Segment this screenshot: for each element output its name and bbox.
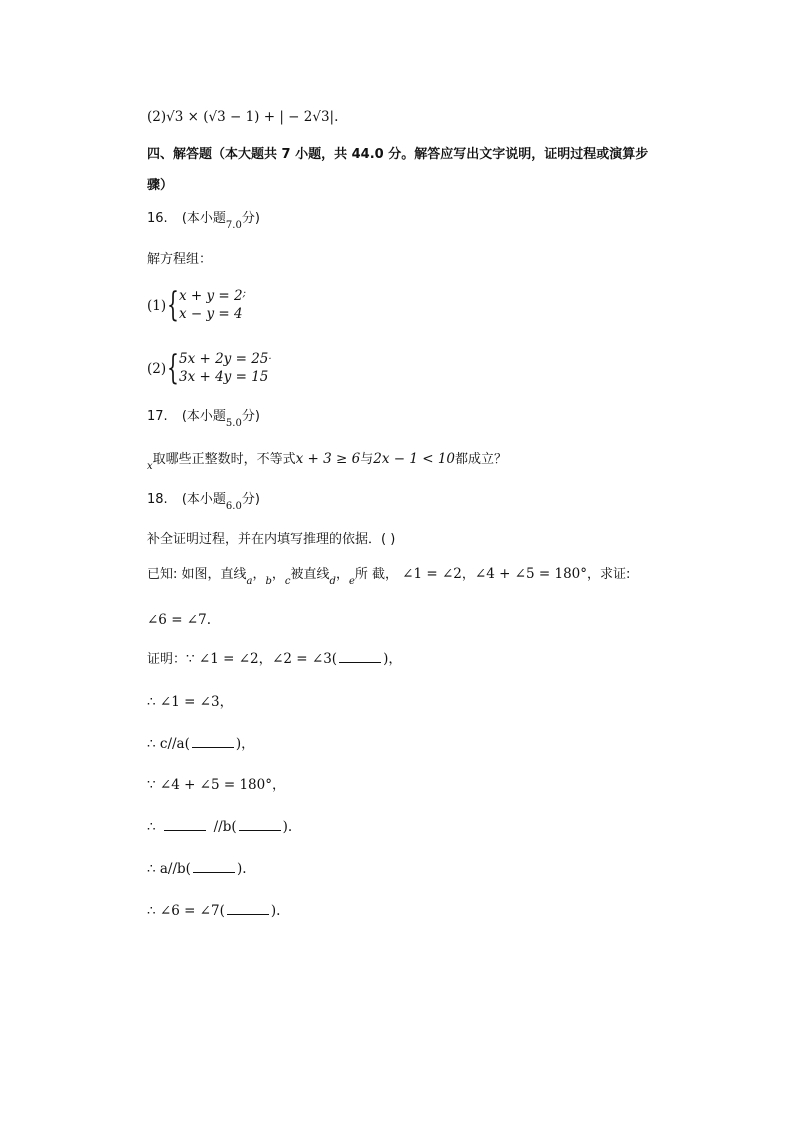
q16-part2-eq1: 5x + 2y = 25. bbox=[179, 351, 272, 367]
condition-2: ∠4 + ∠5 = 180° bbox=[474, 566, 587, 582]
q17-text3: 都成立？ bbox=[455, 452, 508, 467]
q18-score-close: 分) bbox=[241, 492, 260, 507]
q17-score-open: (本小题 bbox=[181, 409, 226, 424]
q15-part2 bbox=[147, 108, 338, 126]
answer-blank[interactable] bbox=[227, 905, 269, 915]
q18-score-value: 6.0 bbox=[225, 501, 242, 512]
answer-blank[interactable] bbox=[193, 863, 235, 873]
q17-text1: 取哪些正整数时，不等式 bbox=[152, 452, 296, 467]
proof-step-5: ∴ //b( ). bbox=[147, 819, 293, 835]
var-e: e bbox=[348, 576, 355, 587]
q18-number: 18. bbox=[147, 492, 168, 507]
q15-part2-label: (2) bbox=[147, 109, 167, 125]
q18-header bbox=[147, 491, 260, 510]
q15-part2-expression: √3 × (√3 − 1) + | − 2√3|. bbox=[166, 109, 339, 125]
answer-blank[interactable] bbox=[339, 653, 381, 663]
condition-1: ∠1 = ∠2 bbox=[402, 566, 462, 582]
q18-intro: 补全证明过程，并在内填写推理的依据．( ) bbox=[147, 532, 396, 547]
q18-goal: ∠6 = ∠7. bbox=[147, 612, 211, 628]
q17-text2: 与 bbox=[360, 452, 374, 467]
q17-score-value: 5.0 bbox=[225, 418, 242, 429]
q17-ineq2: 2x − 1 < 10 bbox=[373, 451, 456, 467]
q17-number: 17. bbox=[147, 409, 168, 424]
proof-step-6: ∴ a//b( ). bbox=[147, 861, 247, 877]
proof-step-4: ∵ ∠4 + ∠5 = 180°， bbox=[147, 777, 286, 793]
var-d: d bbox=[329, 576, 336, 587]
q17-ineq1: x + 3 ≥ 6 bbox=[295, 451, 361, 467]
left-brace-icon: { bbox=[167, 285, 179, 325]
q16-score-close: 分) bbox=[241, 211, 260, 226]
q16-score-open: (本小题 bbox=[181, 211, 226, 226]
q16-header bbox=[147, 210, 260, 229]
answer-blank[interactable] bbox=[164, 821, 206, 831]
q17-var-x: x bbox=[147, 461, 153, 472]
proof-step-2: ∴ ∠1 = ∠3， bbox=[147, 694, 234, 710]
q16-instruction: 解方程组： bbox=[147, 252, 213, 267]
answer-blank[interactable] bbox=[192, 738, 234, 748]
proof-step-7: ∴ ∠6 = ∠7( ). bbox=[147, 903, 281, 919]
answer-blank[interactable] bbox=[239, 821, 281, 831]
section4-title-cont: 骤） bbox=[147, 178, 174, 193]
q18-score-open: (本小题 bbox=[181, 492, 226, 507]
q16-part1-eq1: x + y = 2; bbox=[179, 288, 246, 304]
q16-part2-label: (2) bbox=[147, 361, 167, 377]
q17-score-close: 分) bbox=[241, 409, 260, 424]
var-a: a bbox=[246, 576, 253, 587]
q18-known: 已知: 如图，直线$_a$，$_b$，$_c$被直线$_d$，$_e$所 截， ∠1 = ∠2，∠4 + ∠5 = 180°，求证: bbox=[147, 566, 631, 587]
proof-step-3: ∴ c//a( )， bbox=[147, 736, 255, 752]
var-b: b bbox=[265, 576, 272, 587]
q17-question bbox=[147, 450, 507, 470]
left-brace-icon: { bbox=[167, 348, 179, 388]
proof-step-1: 证明：∵ ∠1 = ∠2，∠2 = ∠3( )， bbox=[147, 651, 402, 667]
q16-part1-eq2: x − y = 4 bbox=[179, 306, 243, 322]
var-c: c bbox=[284, 576, 291, 587]
q16-part1-label: (1) bbox=[147, 298, 167, 314]
q16-part2-eq2: 3x + 4y = 15 bbox=[179, 369, 269, 385]
section4-title: 四、解答题（本大题共 7 小题，共 44.0 分。解答应写出文字说明，证明过程或演算步 bbox=[147, 147, 649, 162]
q16-score-value: 7.0 bbox=[225, 220, 242, 231]
q16-number: 16. bbox=[147, 211, 168, 226]
q17-header bbox=[147, 408, 260, 427]
